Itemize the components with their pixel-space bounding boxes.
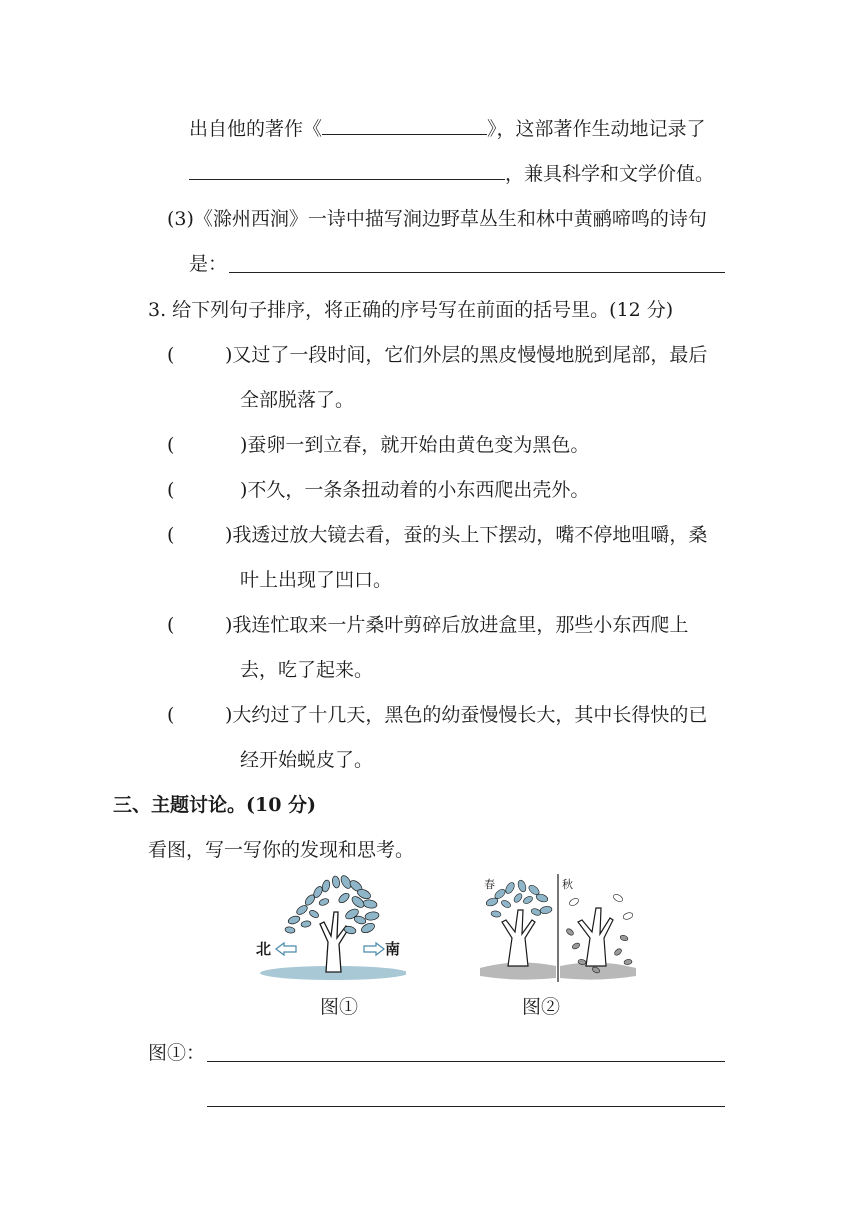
q2-sub3-answer-row bbox=[189, 252, 227, 276]
q3-title: 3. 给下列句子排序，将正确的序号写在前面的括号里。(12 分) bbox=[148, 299, 674, 321]
figure-1-tree-north-south bbox=[254, 872, 406, 984]
order-paren-4[interactable]: ( bbox=[167, 524, 175, 546]
q2-line2 bbox=[189, 161, 714, 186]
sentence-line1: 我连忙取来一片桑叶剪碎后放进盒里，那些小东西爬上 bbox=[232, 614, 689, 636]
sentence-line1: 又过了一段时间，它们外层的黑皮慢慢地脱到尾部，最后 bbox=[232, 344, 708, 366]
paren-close: ) bbox=[225, 344, 233, 366]
order-paren-6[interactable]: ( bbox=[167, 704, 175, 726]
q2-line1-prefix: 出自他的著作《 bbox=[189, 118, 323, 140]
book-title-blank[interactable] bbox=[322, 116, 487, 135]
paren-close: ) bbox=[225, 614, 233, 636]
paren-close: ) bbox=[240, 479, 248, 501]
answer-label-fig1: 图①： bbox=[148, 1042, 206, 1064]
q2-line1 bbox=[189, 116, 706, 141]
order-paren-1[interactable]: ( bbox=[167, 344, 175, 366]
figure-2-caption: 图② bbox=[522, 996, 561, 1018]
answer-line-2[interactable] bbox=[207, 1106, 725, 1107]
sentence-line2: 全部脱落了。 bbox=[240, 389, 355, 411]
q2-line1-suffix: 》，这部著作生动地记录了 bbox=[487, 118, 706, 140]
spring-label: 春 bbox=[484, 878, 495, 891]
sentence-line2: 经开始蜕皮了。 bbox=[240, 749, 374, 771]
spring-trunk bbox=[502, 910, 535, 966]
order-paren-2[interactable]: ( bbox=[167, 434, 175, 456]
section3-instruction: 看图，写一写你的发现和思考。 bbox=[148, 839, 415, 861]
sentence-line1: 大约过了十几天，黑色的幼蚕慢慢长大，其中长得快的已 bbox=[232, 704, 708, 726]
order-paren-5[interactable]: ( bbox=[167, 614, 175, 636]
paren-close: ) bbox=[225, 704, 233, 726]
figure-2-tree-spring-autumn bbox=[478, 872, 638, 984]
order-paren-3[interactable]: ( bbox=[167, 479, 175, 501]
autumn-trunk bbox=[578, 908, 613, 966]
tree-trunk bbox=[320, 912, 349, 972]
sentence-line1: 蚕卵一到立春，就开始由黄色变为黑色。 bbox=[247, 434, 590, 456]
sentence-line2: 叶上出现了凹口。 bbox=[240, 569, 393, 591]
paren-close: ) bbox=[225, 524, 233, 546]
q2-sub3-answer-label: 是： bbox=[189, 253, 228, 275]
paren-close: ) bbox=[240, 434, 248, 456]
sentence-line1: 不久，一条条扭动着的小东西爬出壳外。 bbox=[247, 479, 590, 501]
arrow-right-icon bbox=[364, 943, 384, 955]
record-content-blank[interactable] bbox=[189, 161, 505, 180]
south-label: 南 bbox=[385, 940, 401, 958]
arrow-left-icon bbox=[276, 943, 296, 955]
q2-line2-suffix: ，兼具科学和文学价值。 bbox=[505, 163, 715, 185]
autumn-label: 秋 bbox=[562, 878, 573, 891]
north-label: 北 bbox=[256, 940, 272, 958]
sentence-line1: 我透过放大镜去看，蚕的头上下摆动，嘴不停地咀嚼，桑 bbox=[232, 524, 708, 546]
section3-heading: 三、主题讨论。(10 分) bbox=[113, 794, 317, 816]
q2-sub3-question: (3)《滁州西涧》一诗中描写涧边野草丛生和林中黄鹂啼鸣的诗句 bbox=[167, 208, 707, 230]
poem-line-blank[interactable] bbox=[229, 272, 725, 273]
sentence-line2: 去，吃了起来。 bbox=[240, 659, 374, 681]
figure-1-caption: 图① bbox=[320, 996, 359, 1018]
answer-line-1[interactable] bbox=[207, 1061, 725, 1062]
